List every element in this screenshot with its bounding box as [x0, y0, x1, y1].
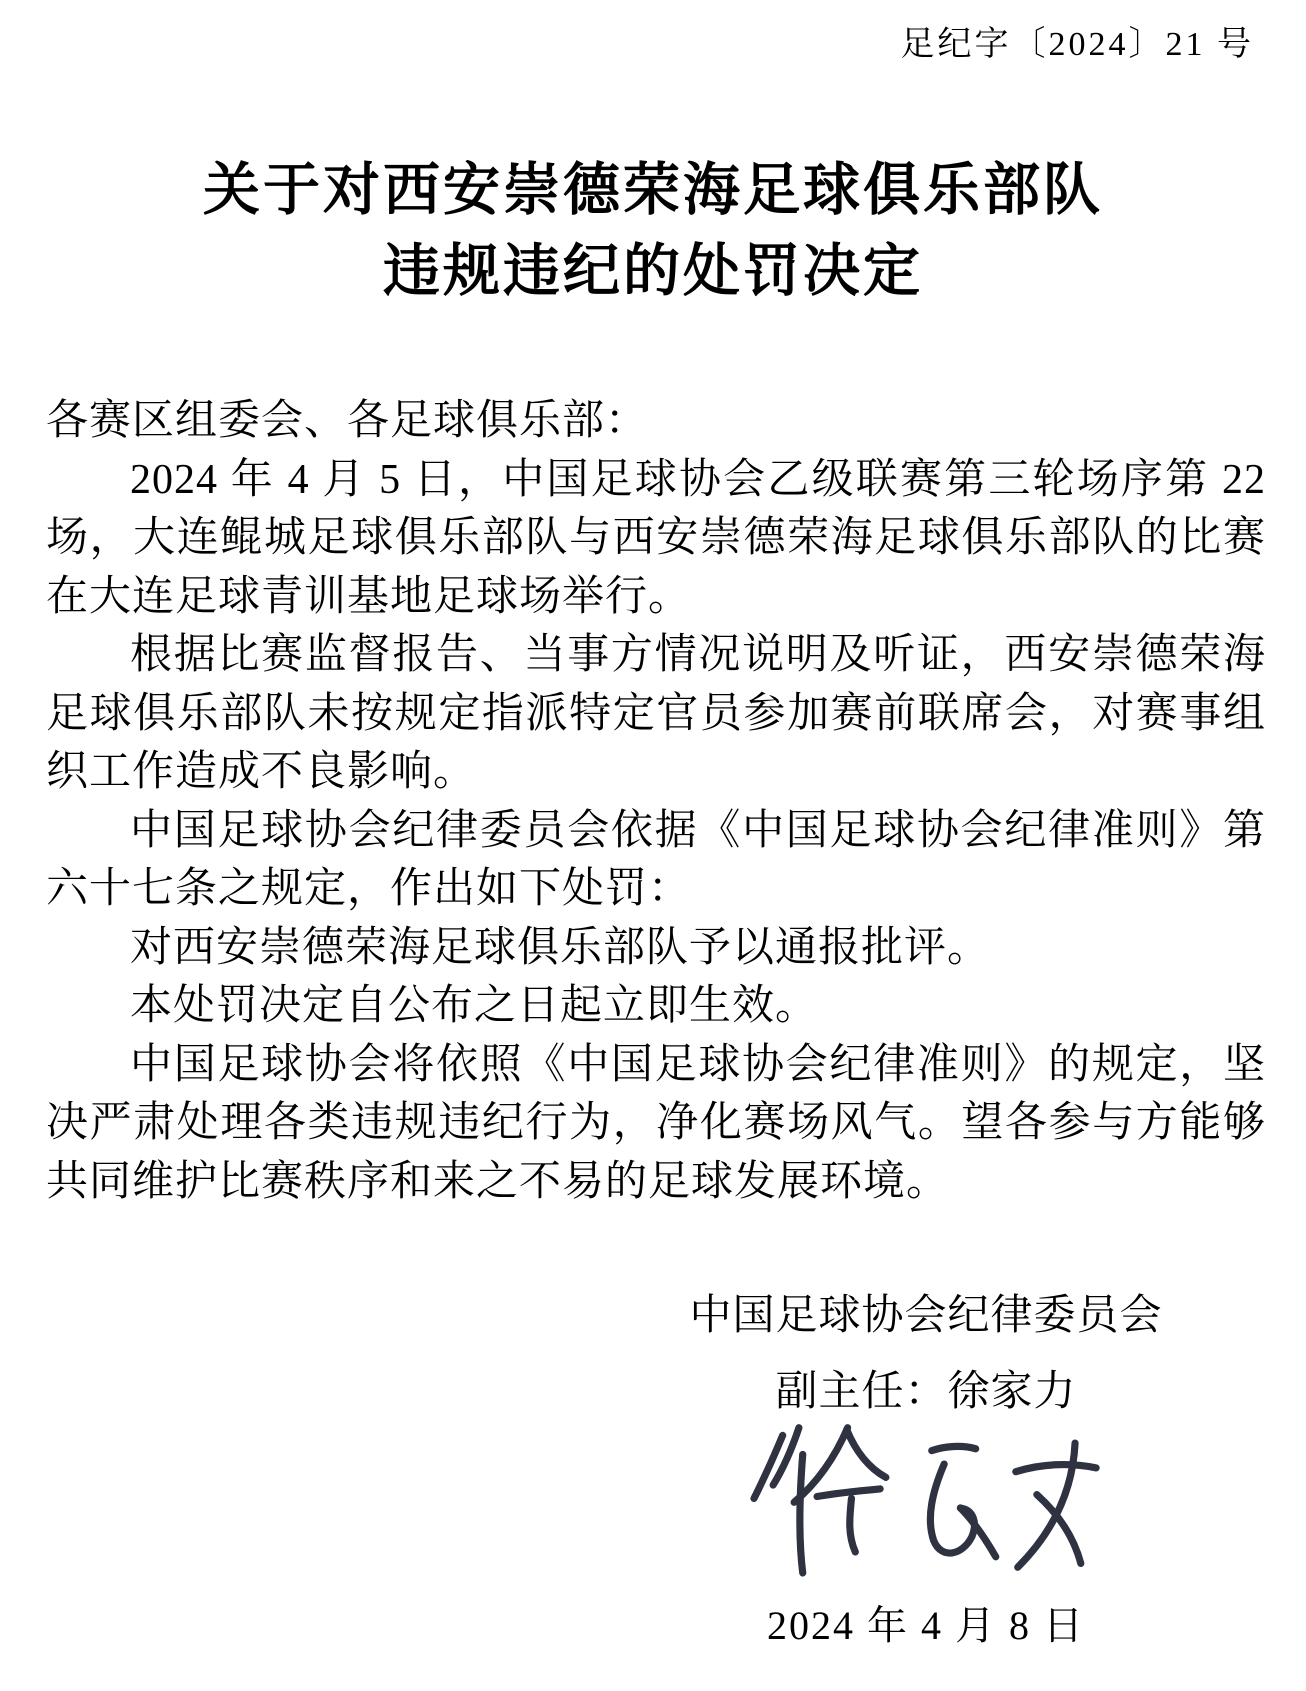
- signer-organization: 中国足球协会纪律委员会: [689, 1293, 1163, 1339]
- document-body: [46, 392, 1266, 1211]
- paragraph-closing-statement: 中国足球协会将依照《中国足球协会纪律准则》的规定，坚决严肃处理各类违规违纪行为，净化赛场风气。望各参与方能够共同维护比赛秩序和来之不易的足球发展环境。: [46, 1041, 1266, 1205]
- document-title: [0, 150, 1306, 312]
- paragraph-legal-basis: 中国足球协会纪律委员会依据《中国足球协会纪律准则》第六十七条之规定，作出如下处罚：: [46, 807, 1266, 912]
- signer-name-title: 副主任：徐家力: [775, 1369, 1077, 1415]
- doc-reference-number: 足纪字〔2024〕21 号: [900, 26, 1254, 63]
- salutation-line: 各赛区组委会、各足球俱乐部：: [46, 398, 649, 444]
- signature-block: [686, 1282, 1166, 1651]
- handwritten-signature-icon: [730, 1422, 1122, 1594]
- title-line-2: 违规违纪的处罚决定: [383, 240, 923, 303]
- paragraph-effective-date: 本处罚决定自公布之日起立即生效。: [130, 983, 819, 1029]
- title-line-1: 关于对西安崇德荣海足球俱乐部队: [203, 159, 1103, 222]
- paragraph-punishment: 对西安崇德荣海足球俱乐部队予以通报批评。: [130, 924, 991, 971]
- paragraph-match-info: 2024 年 4 月 5 日，中国足球协会乙级联赛第三轮场序第 22 场，大连鲲城足球俱乐部队与西安崇德荣海足球俱乐部队的比赛在大连足球青训基地足球场举行。: [46, 456, 1266, 620]
- paragraph-violation-facts: 根据比赛监督报告、当事方情况说明及听证，西安崇德荣海足球俱乐部队未按规定指派特定官员参加赛前联席会，对赛事组织工作造成不良影响。: [46, 632, 1266, 795]
- signature-date: 2024 年 4 月 8 日: [767, 1603, 1085, 1648]
